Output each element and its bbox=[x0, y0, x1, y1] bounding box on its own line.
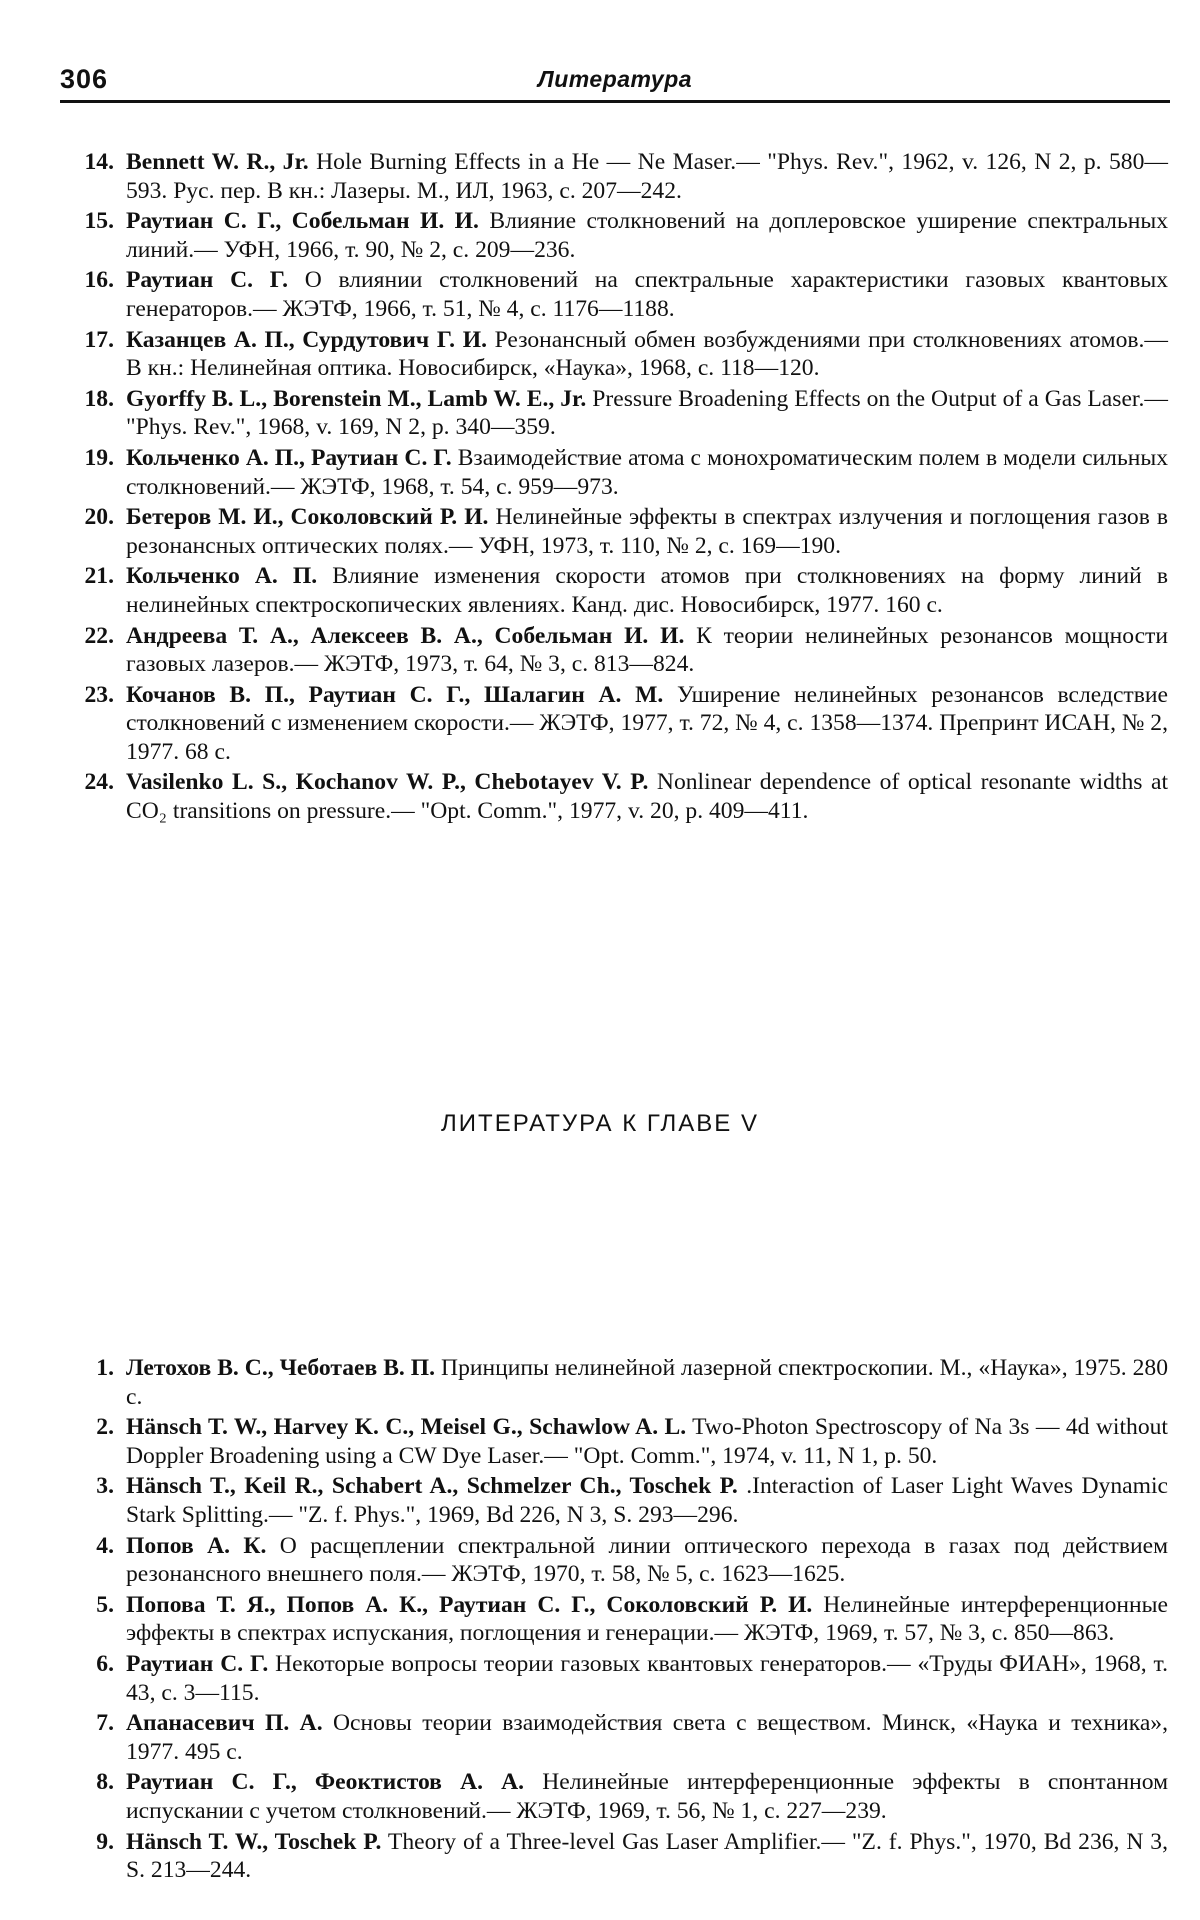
reference-item bbox=[68, 1472, 1168, 1529]
reference-text: Pressure Broadening Effects on the Output of a Gas Laser.— "Phys. Rev.", 1968, v. 169, N 2, p. 340—359. bbox=[126, 385, 1168, 441]
reference-authors: Попова Т. Я., Попов А. К., Раутиан С. Г., Соколовский Р. И. bbox=[126, 1591, 813, 1618]
reference-list-continued bbox=[68, 148, 1168, 828]
reference-authors: Раутиан С. Г. bbox=[126, 267, 288, 294]
reference-number: 4. bbox=[96, 1532, 114, 1559]
reference-authors: Андреева Т. А., Алексеев В. А., Собельман И. И. bbox=[126, 622, 685, 649]
reference-authors: Кольченко А. П., Раутиан С. Г. bbox=[126, 444, 452, 471]
reference-number: 21. bbox=[84, 563, 114, 590]
reference-text: Некоторые вопросы теории газовых квантовых генераторов.— «Труды ФИАН», 1968, т. 43, с. 3—115. bbox=[126, 1650, 1168, 1706]
reference-number: 5. bbox=[96, 1591, 114, 1618]
page-header bbox=[60, 58, 1170, 98]
reference-number: 2. bbox=[96, 1414, 114, 1441]
reference-text: Two-Photon Spectroscopy of Na 3s — 4d without Doppler Broadening using a CW Dye Laser.— "Opt. Comm.", 1974, v. 11, N 1, p. 50. bbox=[126, 1414, 1168, 1469]
reference-text: О влиянии столкновений на спектральные характеристики газовых квантовых генераторов.— ЖЭТФ, 1966, т. 51, № 4, с. 1176—1188. bbox=[126, 267, 1168, 322]
reference-item bbox=[68, 1650, 1168, 1707]
reference-text: Влияние изменения скорости атомов при столкновениях на форму линий в нелинейных спектроскопических явлениях. Канд. дис. Новосибирск, 1977. 160 с. bbox=[126, 563, 1168, 618]
reference-item bbox=[68, 444, 1168, 501]
reference-text: Резонансный обмен возбуждениями при столкновениях атомов.— В кн.: Нелинейная оптика. Новосибирск, «Наука», 1968, с. 118—120. bbox=[126, 326, 1169, 382]
reference-item bbox=[68, 562, 1168, 619]
reference-text: Влияние столкновений на доплеровское уширение спектральных линий.— УФН, 1966, т. 90, № 2, с. 209—236. bbox=[126, 208, 1168, 263]
reference-text: Уширение нелинейных резонансов вследствие столкновений с изменением скорости.— ЖЭТФ, 1977, т. 72, № 4, с. 1358—1374. Препринт ИСАН, № 2, 1977. 68 с. bbox=[126, 681, 1168, 765]
reference-authors: Gyorffy B. L., Borenstein M., Lamb W. E., Jr. bbox=[126, 385, 587, 412]
reference-text: Взаимодействие атома с монохроматическим полем в модели сильных столкновений.— ЖЭТФ, 1968, т. 54, с. 959—973. bbox=[126, 444, 1168, 500]
reference-item bbox=[68, 681, 1168, 767]
reference-item bbox=[68, 768, 1168, 825]
reference-authors: Раутиан С. Г., Собельман И. И. bbox=[126, 208, 479, 235]
reference-item bbox=[68, 1828, 1168, 1885]
reference-number: 18. bbox=[84, 385, 114, 412]
reference-authors: Раутиан С. Г. bbox=[126, 1650, 269, 1677]
section-title: ЛИТЕРАТУРА К ГЛАВЕ V bbox=[441, 1110, 759, 1137]
reference-item bbox=[68, 1768, 1168, 1825]
reference-text: Нелинейные интерференционные эффекты в спонтанном испускании с учетом столкновений.— ЖЭТФ, 1969, т. 56, № 1, с. 227—239. bbox=[126, 1769, 1169, 1824]
reference-authors: Бетеров М. И., Соколовский Р. И. bbox=[126, 504, 489, 531]
header-rule bbox=[60, 100, 1170, 103]
reference-number: 14. bbox=[84, 149, 114, 175]
reference-item bbox=[68, 1413, 1168, 1470]
reference-item bbox=[68, 326, 1168, 383]
reference-number: 15. bbox=[84, 208, 114, 235]
reference-authors: Раутиан С. Г., Феоктистов А. А. bbox=[126, 1769, 525, 1796]
reference-number: 17. bbox=[84, 326, 114, 353]
reference-number: 1. bbox=[96, 1355, 114, 1381]
reference-text: Нелинейные эффекты в спектрах излучения и поглощения газов в резонансных оптических полях.— УФН, 1973, т. 110, № 2, с. 169—190. bbox=[126, 504, 1168, 559]
reference-authors: Кочанов В. П., Раутиан С. Г., Шалагин А. М. bbox=[126, 681, 664, 708]
reference-text: К теории нелинейных резонансов мощности газовых лазеров.— ЖЭТФ, 1973, т. 64, № 3, с. 813—824. bbox=[126, 622, 1168, 678]
reference-text: О расщеплении спектральной линии оптического перехода в газах под действием резонансного внешнего поля.— ЖЭТФ, 1970, т. 58, № 5, с. 1623—1625. bbox=[126, 1532, 1168, 1588]
reference-text: Основы теории взаимодействия света с веществом. Минск, «Наука и техника», 1977. 495 с. bbox=[126, 1710, 1168, 1765]
reference-number: 3. bbox=[96, 1473, 114, 1500]
reference-item bbox=[68, 385, 1168, 442]
reference-item bbox=[68, 1591, 1168, 1648]
reference-item bbox=[68, 503, 1168, 560]
page-number: 306 bbox=[60, 64, 109, 94]
reference-number: 16. bbox=[84, 267, 114, 294]
reference-number: 8. bbox=[96, 1769, 114, 1796]
reference-number: 9. bbox=[96, 1828, 114, 1855]
reference-authors: Bennett W. R., Jr. bbox=[126, 149, 309, 175]
running-head: Литература bbox=[537, 66, 693, 92]
reference-text: Theory of a Three-level Gas Laser Amplifier.— "Z. f. Phys.", 1970, Bd 236, N 3, S. 213—244. bbox=[126, 1828, 1168, 1884]
reference-number: 6. bbox=[96, 1650, 114, 1677]
reference-item bbox=[68, 207, 1168, 264]
reference-authors: Hänsch T. W., Toschek P. bbox=[126, 1828, 382, 1855]
reference-authors: Vasilenko L. S., Kochanov W. P., Chebotayev V. P. bbox=[126, 769, 649, 796]
reference-authors: Hänsch T., Keil R., Schabert A., Schmelzer Ch., Toschek P. bbox=[126, 1473, 738, 1500]
reference-number: 23. bbox=[84, 681, 114, 708]
reference-list-chapter-v bbox=[68, 1354, 1168, 1887]
reference-text: .Interaction of Laser Light Waves Dynamic Stark Splitting.— "Z. f. Phys.", 1969, Bd 226, N 3, S. 293—296. bbox=[126, 1473, 1168, 1528]
reference-text: Hole Burning Effects in a He — Ne Maser.— "Phys. Rev.", 1962, v. 126, N 2, p. 580—593. Рус. пер. В кн.: Лазеры. М., ИЛ, 1963, с. 207—242. bbox=[126, 149, 1168, 204]
reference-text: Нелинейные интерференционные эффекты в спектрах испускания, поглощения и генерации.— ЖЭТФ, 1969, т. 57, № 3, с. 850—863. bbox=[126, 1591, 1168, 1647]
reference-authors: Попов А. К. bbox=[126, 1532, 267, 1559]
reference-authors: Летохов В. С., Чеботаев В. П. bbox=[126, 1355, 436, 1381]
reference-item bbox=[68, 148, 1168, 205]
reference-authors: Апанасевич П. А. bbox=[126, 1710, 323, 1737]
reference-number: 24. bbox=[84, 769, 114, 796]
reference-text: Принципы нелинейной лазерной спектроскопии. М., «Наука», 1975. 280 с. bbox=[126, 1355, 1168, 1410]
reference-item bbox=[68, 1532, 1168, 1589]
reference-authors: Кольченко А. П. bbox=[126, 563, 318, 590]
reference-item bbox=[68, 266, 1168, 323]
reference-item bbox=[68, 1354, 1168, 1411]
reference-item bbox=[68, 622, 1168, 679]
reference-number: 22. bbox=[84, 622, 114, 649]
reference-text: Nonlinear dependence of optical resonante widths at CO₂ transitions on pressure.— "Opt. Comm.", 1977, v. 20, p. 409—411. bbox=[126, 769, 1168, 825]
reference-number: 19. bbox=[84, 444, 114, 471]
reference-number: 7. bbox=[96, 1710, 114, 1737]
reference-number: 20. bbox=[84, 504, 114, 531]
reference-item bbox=[68, 1709, 1168, 1766]
reference-authors: Hänsch T. W., Harvey K. C., Meisel G., Schawlow A. L. bbox=[126, 1414, 687, 1441]
reference-authors: Казанцев А. П., Сурдутович Г. И. bbox=[126, 326, 487, 353]
